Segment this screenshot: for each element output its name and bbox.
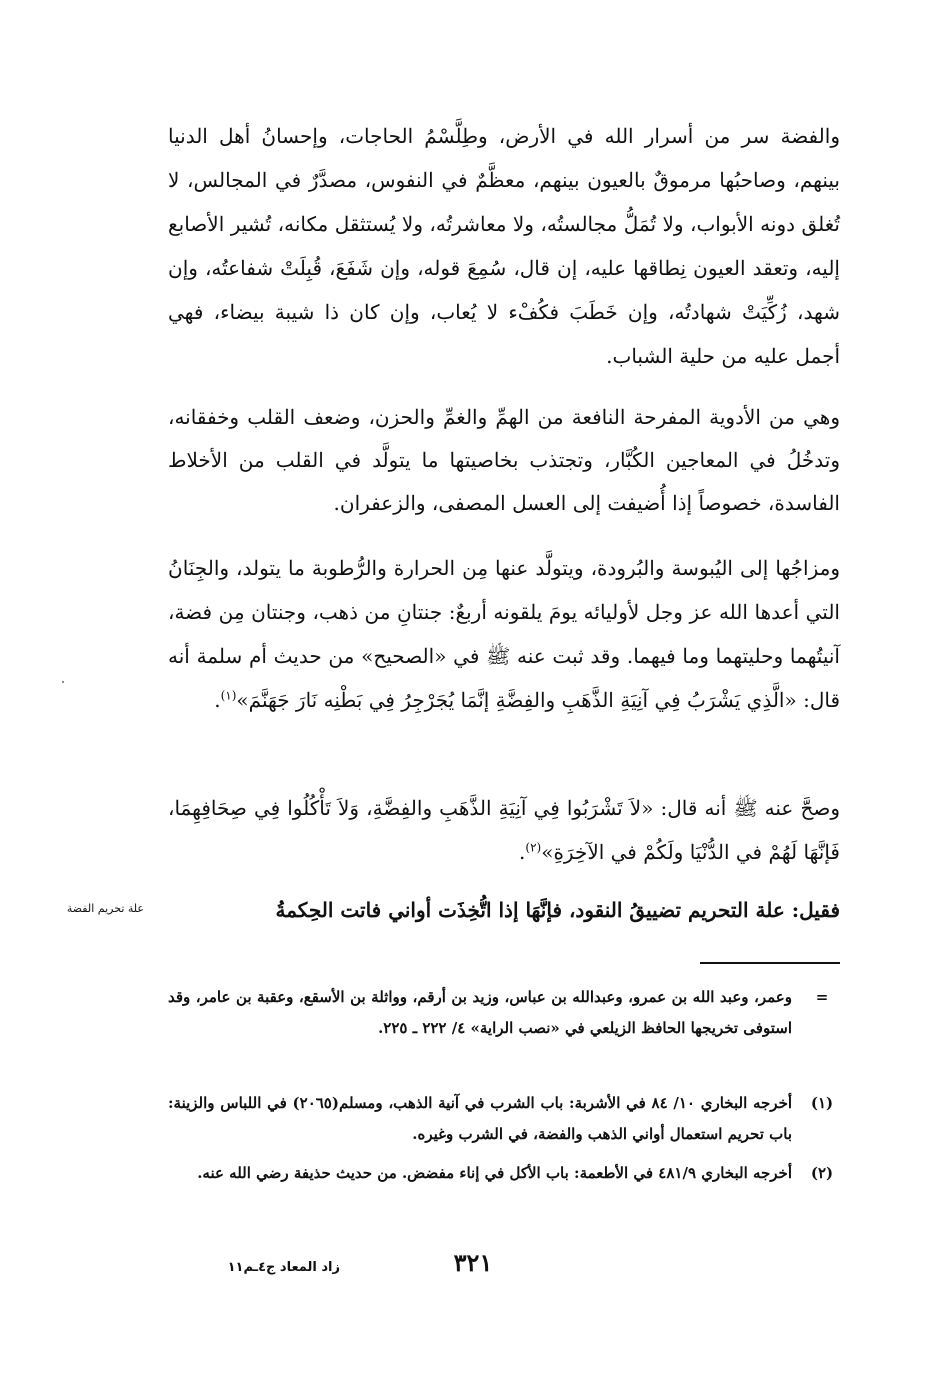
paragraph-1-text: والفضة سر من أسرار الله في الأرض، وطِلَّسْمُ الحاجات، وإحسانُ أهل الدنيا بينهم، وصاحبُها مرموقٌ بالعيون بينهم، معظَّمٌ في النفوس، مصدَّرٌ في المجالس، لا تُغلق دونه الأبواب، ولا تُمَلُّ مجالستُه، ولا معاشرتُه، ولا يُستثقل مكانه، تُشير الأصابع إليه، وتعقد العيون نِطاقها عليه، إن قال، سُمِعَ قوله، وإن شَفَعَ، قُبِلَتْ شفاعتُه، وإن شهد، زُكِّيَتْ شهادتُه، وإن خَطَبَ فكُفْء لا يُعاب، وإن كان ذا شيبة بيضاء، فهي أجمل عليه من حلية الشباب. — [168, 124, 841, 368]
footnote-1-marker: (١) — [810, 1094, 834, 1112]
paragraph-3-end: . — [214, 688, 221, 712]
footnote-separator-rule — [700, 962, 840, 964]
paragraph-2-text: وهي من الأدوية المفرحة النافعة من الهمِّ والغمِّ والحزن، وضعف القلب وخفقانه، وتدخُلُ في المعاجين الكُبَّار، وتجتذب بخاصيتها ما يتولَّد في القلب من الأخلاط الفاسدة، خصوصاً إذا أُضيفت إلى العسل المصفى، والزعفران. — [168, 405, 840, 515]
running-footer: زاد المعاد ج٤ـم١١ — [227, 1260, 340, 1275]
paragraph-3 — [168, 546, 840, 722]
stray-dot-mark — [62, 681, 64, 683]
footnote-continued-text: وعمر، وعبد الله بن عمرو، وعبدالله بن عباس، وزيد بن أرقم، وواثلة بن الأسقع، وعقبة بن عامر، وقد استوفى تخريجها الحافظ الزيلعي في «نصب الراية» ٤/ ٢٢٢ ـ ٢٢٥. — [168, 988, 792, 1037]
paragraph-4-text: وصحَّ عنه ﷺ أنه قال: «لاَ تَشْرَبُوا فِي آنِيَةِ الذَّهَبِ والفِضَّةِ، وَلاَ تَأْكُلُوا فِي صِحَافِهِمَا، فَإنَّهَا لَهُمْ في الدُّنْيَا ولَكُمْ في الآخِرَةِ» — [168, 796, 840, 864]
page-number: ٣٢١ — [453, 1248, 493, 1277]
footnote-2-marker: (٢) — [810, 1164, 834, 1182]
footnote-ref-2[interactable]: (٢) — [525, 840, 542, 855]
paragraph-2 — [168, 396, 840, 525]
footnote-1-text: أخرجه البخاري ١٠/ ٨٤ في الأشربة: باب الشرب في آنية الذهب، ومسلم(٢٠٦٥) في اللباس والزينة: باب تحريم استعمال أواني الذهب والفضة، في الشرب وغيره. — [168, 1094, 793, 1143]
paragraph-1 — [168, 114, 840, 378]
footnote-ref-1[interactable]: (١) — [220, 688, 237, 703]
paragraph-5-text: فقيل: علة التحريم تضييقُ النقود، فإنَّهَا إذا اتُّخِذَت أواني فاتت الحِكمةُ — [275, 898, 840, 922]
margin-note: علة تحريم الفضة — [66, 902, 144, 915]
footnote-1 — [168, 1088, 840, 1150]
footnote-2 — [168, 1158, 840, 1189]
paragraph-4 — [168, 786, 840, 874]
footnote-continued — [168, 982, 840, 1044]
paragraph-4-end: . — [519, 840, 526, 864]
footnote-2-text: أخرجه البخاري ٤٨١/٩ في الأطعمة: باب الأكل في إناء مفضض. من حديث حذيفة رضي الله عنه. — [197, 1164, 792, 1182]
footnote-continuation-marker: = — [815, 988, 829, 1006]
paragraph-3-text: ومزاجُها إلى اليُبوسة والبُرودة، ويتولَّد عنها مِن الحرارة والرُّطوبة ما يتولد، والجِنَانُ التي أعدها الله عز وجل لأوليائه يومَ يلقونه أربعٌ: جنتانِ من ذهب، وجنتان مِن فضة، آنيتُهما وحليتهما وما فيهما. وقد ثبت عنه ﷺ في «الصحيح» من حديث أم سلمة أنه قال: «الَّذِي يَشْرَبُ فِي آنِيَةِ الذَّهَبِ والفِضَّةِ إنَّمَا يُجَرْجِرُ فِي بَطْنِه نَارَ جَهَنَّمَ» — [168, 556, 840, 712]
paragraph-5 — [168, 888, 840, 932]
